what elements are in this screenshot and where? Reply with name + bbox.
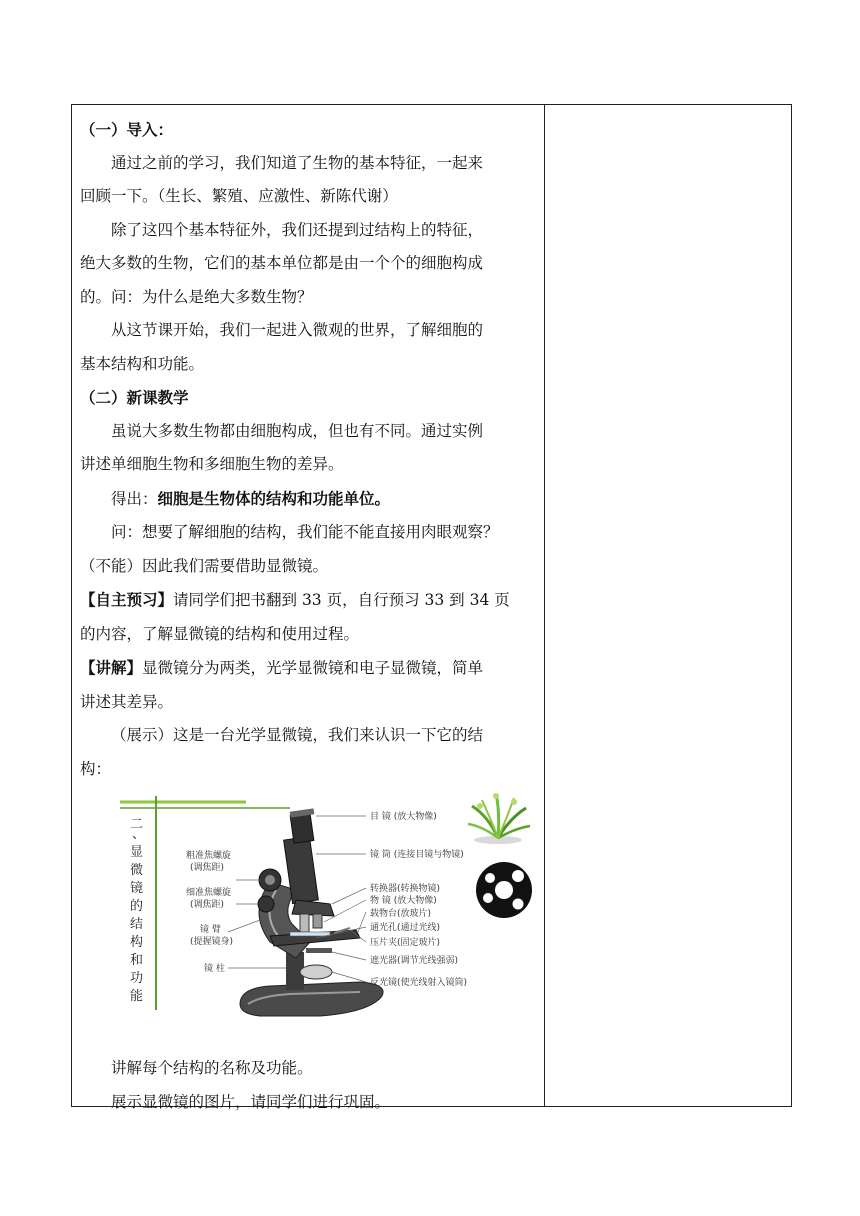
conclusion-line: [80, 482, 540, 517]
lesson-table: [71, 104, 792, 1111]
side-title-char: 显: [130, 845, 144, 860]
paragraph-line: 基本结构和功能。: [80, 354, 205, 373]
label-eyepiece: 目 镜 (放大物像): [370, 812, 437, 822]
paragraph-line: 讲述其差异。: [80, 692, 174, 711]
paragraph-line: 通过之前的学习，我们知道了生物的基本特征，一起来: [111, 153, 484, 172]
side-title-char: 、: [132, 827, 146, 842]
paragraph-line: 绝大多数的生物，它们的基本单位都是由一个个的细胞构成: [80, 254, 484, 272]
preview-tag: 【自主预习】: [80, 590, 174, 609]
microscope-diagram: [120, 792, 560, 1042]
label-coarse-focus-note: (调焦距): [190, 863, 225, 873]
paragraph-line: 讲解每个结构的名称及功能。: [111, 1059, 313, 1077]
explain-text: 显微镜分为两类，光学显微镜和电子显微镜，简单: [142, 659, 484, 677]
plant-image: [468, 793, 530, 844]
side-title-char: 镜: [130, 881, 144, 896]
lesson-content: [80, 113, 540, 1119]
paragraph-line: 从这节课开始，我们一起进入微观的世界，了解细胞的: [111, 321, 484, 339]
side-title-char: 功: [130, 971, 144, 986]
microscope-illustration: [240, 808, 383, 1016]
side-title-char: 结: [130, 917, 144, 932]
label-hole: 通光孔(通过光线): [370, 923, 441, 933]
conclusion-prefix: 得出：: [111, 489, 158, 508]
paragraph-line: 讲述单细胞生物和多细胞生物的差异。: [80, 455, 344, 473]
label-fine-focus-note: (调焦距): [190, 900, 225, 910]
paragraph-line: （展示）这是一台光学显微镜，我们来认识一下它的结: [111, 726, 484, 744]
side-title: [130, 817, 145, 1004]
label-pillar: 镜 柱: [204, 964, 225, 974]
side-title-char: 构: [130, 935, 144, 950]
paragraph-line: 问：想要了解细胞的结构，我们能不能直接用肉眼观察？: [111, 523, 499, 541]
paragraph-line: 回顾一下。（生长、繁殖、应激性、新陈代谢）: [80, 187, 398, 205]
paragraph-line: 的内容，了解显微镜的结构和使用过程。: [80, 624, 360, 643]
side-title-char: 和: [130, 953, 144, 968]
label-clip: 压片夹(固定玻片): [370, 938, 441, 948]
preview-text: 请同学们把书翻到 33 页，自行预习 33 到 34 页: [173, 591, 510, 609]
preview-line: [80, 583, 540, 618]
side-title-char: 能: [130, 989, 144, 1004]
paragraph-line: 展示显微镜的图片，请同学们进行巩固。: [111, 1092, 391, 1111]
explain-tag: 【讲解】: [80, 658, 143, 677]
paragraph-line: （不能）因此我们需要借助显微镜。: [80, 556, 329, 575]
section-heading-intro: （一）导入：: [80, 120, 174, 139]
side-title-char: 二: [130, 817, 144, 832]
label-coarse-focus: 粗准焦螺旋: [186, 851, 232, 861]
explain-line: [80, 651, 540, 686]
converter-holes-image: [476, 862, 532, 918]
paragraph-line: 除了这四个基本特征外，我们还提到过结构上的特征，: [111, 220, 484, 239]
label-diaphragm: 遮光器(调节光线强弱): [370, 956, 459, 966]
label-objective: 物 镜 (放大物像): [370, 896, 437, 906]
label-arm-note: (提握镜身): [190, 937, 234, 947]
label-mirror: 反光镜(使光线射入镜筒): [370, 978, 468, 988]
paragraph-line: 虽说大多数生物都由细胞构成，但也有不同。通过实例: [111, 421, 484, 440]
label-tube: 镜 筒 (连接目镜与物镜): [370, 850, 464, 860]
section-heading-new-lesson: （二）新课教学: [80, 388, 189, 407]
side-title-char: 的: [130, 899, 144, 914]
conclusion-bold: 细胞是生物体的结构和功能单位。: [157, 488, 391, 508]
label-converter: 转换器(转换物镜): [370, 884, 441, 894]
microscope-figure: [120, 792, 560, 1042]
label-stage: 载物台(放玻片): [370, 909, 432, 919]
label-fine-focus: 细准焦螺旋: [186, 888, 232, 898]
paragraph-line: 的。问：为什么是绝大多数生物？: [80, 287, 313, 306]
side-title-char: 微: [130, 863, 144, 878]
paragraph-line: 构：: [80, 759, 112, 778]
label-arm: 镜 臂: [200, 925, 221, 935]
